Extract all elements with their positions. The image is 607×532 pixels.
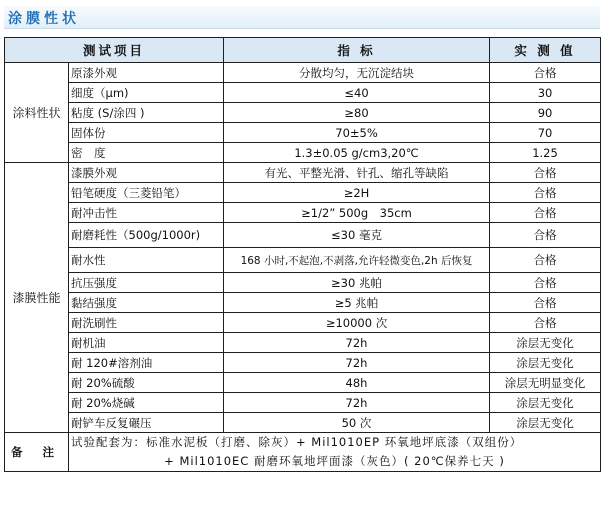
row-actual: 合格 bbox=[490, 223, 601, 248]
note-line-1: 试验配套为：标准水泥板（打磨、除灰）+ Mil1010EP 环氧地坪底漆（双组份） bbox=[71, 435, 523, 449]
row-spec: 72h bbox=[224, 333, 490, 353]
row-spec: 70±5% bbox=[224, 123, 490, 143]
group-label-coating: 涂料性状 bbox=[5, 63, 69, 163]
row-actual: 涂层无变化 bbox=[490, 353, 601, 373]
row-spec: ≥80 bbox=[224, 103, 490, 123]
row-spec: ≤30 毫克 bbox=[224, 223, 490, 248]
note-line-2: + Mil1010EC 耐磨环氧地坪面漆（灰色）( 20℃保养七天 ) bbox=[164, 454, 505, 468]
row-item: 粘度 (S/涂四 ) bbox=[69, 103, 224, 123]
row-spec: 72h bbox=[224, 353, 490, 373]
row-item: 黏结强度 bbox=[69, 293, 224, 313]
row-spec: 48h bbox=[224, 373, 490, 393]
table-row bbox=[5, 63, 601, 83]
row-spec: 168 小时,不起泡,不剥落,允许轻微变色,2h 后恢复 bbox=[224, 248, 490, 273]
table-row bbox=[5, 333, 601, 353]
group-label-film: 漆膜性能 bbox=[5, 163, 69, 433]
row-item: 铅笔硬度（三菱铅笔） bbox=[69, 183, 224, 203]
row-item: 密 度 bbox=[69, 143, 224, 163]
row-actual: 合格 bbox=[490, 183, 601, 203]
row-spec: ≥2H bbox=[224, 183, 490, 203]
row-actual: 合格 bbox=[490, 293, 601, 313]
row-actual: 30 bbox=[490, 83, 601, 103]
table-row bbox=[5, 103, 601, 123]
header-actual: 实 测 值 bbox=[490, 38, 601, 63]
row-item: 耐洗刷性 bbox=[69, 313, 224, 333]
table-row bbox=[5, 183, 601, 203]
table-row bbox=[5, 313, 601, 333]
row-actual: 合格 bbox=[490, 163, 601, 183]
table-row bbox=[5, 143, 601, 163]
table-row bbox=[5, 248, 601, 273]
table-row bbox=[5, 223, 601, 248]
row-item: 耐水性 bbox=[69, 248, 224, 273]
row-item: 耐冲击性 bbox=[69, 203, 224, 223]
row-actual: 合格 bbox=[490, 313, 601, 333]
page-title: 涂膜性状 bbox=[8, 11, 80, 27]
row-spec: ≥5 兆帕 bbox=[224, 293, 490, 313]
table-row bbox=[5, 83, 601, 103]
row-actual: 合格 bbox=[490, 248, 601, 273]
note-text bbox=[69, 433, 601, 472]
table-row bbox=[5, 273, 601, 293]
row-spec: ≥1/2” 500g 35cm bbox=[224, 203, 490, 223]
row-item: 固体份 bbox=[69, 123, 224, 143]
row-actual: 涂层无变化 bbox=[490, 413, 601, 433]
row-spec: 1.3±0.05 g/cm3,20℃ bbox=[224, 143, 490, 163]
table-row bbox=[5, 203, 601, 223]
row-spec: 有光、平整光滑、针孔、缩孔等缺陷 bbox=[224, 163, 490, 183]
section-title-bar bbox=[4, 6, 600, 29]
table-row bbox=[5, 393, 601, 413]
table-row bbox=[5, 413, 601, 433]
row-actual: 合格 bbox=[490, 273, 601, 293]
row-spec: 分散均匀，无沉淀结块 bbox=[224, 63, 490, 83]
row-item: 耐 20%烧碱 bbox=[69, 393, 224, 413]
table-row bbox=[5, 373, 601, 393]
row-item: 耐机油 bbox=[69, 333, 224, 353]
row-item: 耐 120#溶剂油 bbox=[69, 353, 224, 373]
note-label: 备 注 bbox=[5, 433, 69, 472]
row-actual: 涂层无变化 bbox=[490, 393, 601, 413]
row-spec: 50 次 bbox=[224, 413, 490, 433]
row-item: 漆膜外观 bbox=[69, 163, 224, 183]
row-item: 耐铲车反复碾压 bbox=[69, 413, 224, 433]
table-row bbox=[5, 123, 601, 143]
row-item: 耐磨耗性（500g/1000r) bbox=[69, 223, 224, 248]
row-spec: ≤40 bbox=[224, 83, 490, 103]
row-actual: 涂层无明显变化 bbox=[490, 373, 601, 393]
row-spec: ≥30 兆帕 bbox=[224, 273, 490, 293]
header-test-item: 测试项目 bbox=[5, 38, 224, 63]
header-spec: 指 标 bbox=[224, 38, 490, 63]
table-header-row bbox=[5, 38, 601, 63]
note-row bbox=[5, 433, 601, 472]
row-actual: 涂层无变化 bbox=[490, 333, 601, 353]
row-actual: 70 bbox=[490, 123, 601, 143]
row-actual: 合格 bbox=[490, 63, 601, 83]
row-item: 抗压强度 bbox=[69, 273, 224, 293]
row-item: 细度（μm) bbox=[69, 83, 224, 103]
row-spec: 72h bbox=[224, 393, 490, 413]
table-row bbox=[5, 353, 601, 373]
properties-table bbox=[4, 37, 601, 472]
row-actual: 合格 bbox=[490, 203, 601, 223]
row-item: 原漆外观 bbox=[69, 63, 224, 83]
row-spec: ≥10000 次 bbox=[224, 313, 490, 333]
row-actual: 90 bbox=[490, 103, 601, 123]
table-row bbox=[5, 163, 601, 183]
row-item: 耐 20%硫酸 bbox=[69, 373, 224, 393]
table-row bbox=[5, 293, 601, 313]
row-actual: 1.25 bbox=[490, 143, 601, 163]
